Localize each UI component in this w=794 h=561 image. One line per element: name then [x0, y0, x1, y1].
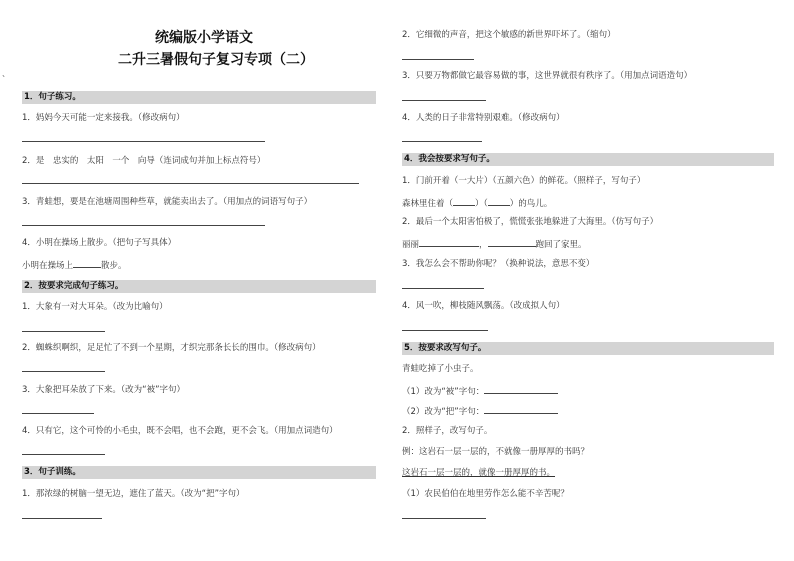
section-heading-5: 5．按要求改写句子。 [402, 342, 774, 355]
answer-blank[interactable] [22, 454, 105, 455]
question: 3．青蛙想，要是在池塘周围种些草，就能卖出去了。（用加点的词语写句子） [22, 197, 313, 207]
answer-blank[interactable] [22, 331, 105, 332]
fill-text: （1）改为“被”字句： [402, 387, 485, 397]
question: 3．只要万物都做它最容易做的事，这世界就很有秩序了。（用加点词语造句） [402, 71, 693, 81]
question: 1．大象有一对大耳朵。（改为比喻句） [22, 302, 168, 312]
fill-text: 森林里住着（ [402, 199, 454, 209]
question: 2．照样子，改写句子。 [402, 426, 493, 436]
section-heading-4: 4．我会按要求写句子。 [402, 153, 774, 166]
fill-text: ）（ [475, 199, 488, 209]
fill-text: ）的鸟儿。 [509, 199, 553, 209]
fill-in-line [22, 259, 127, 272]
example-sentence: 青蛙吃掉了小虫子。 [402, 364, 479, 374]
question: 3．大象把耳朵放了下来。（改为“被”字句） [22, 385, 185, 395]
question: 4．人类的日子非常特别艰难。（修改病句） [402, 113, 565, 123]
answer-blank[interactable] [22, 371, 105, 372]
question: 4．风一吹，柳枝随风飘荡。（改成拟人句） [402, 301, 565, 311]
fill-text: （2）改为“把”字句： [402, 407, 485, 417]
answer-blank[interactable] [402, 100, 486, 101]
answer-blank[interactable] [402, 59, 474, 60]
question: 3．我怎么会不帮助你呢？（换种说法，意思不变） [402, 259, 595, 269]
fill-in-line [402, 385, 558, 398]
answer-blank[interactable] [22, 225, 265, 226]
fill-text: 跑回了家里。 [535, 240, 587, 250]
section-heading-2: 2．按要求完成句子练习。 [22, 280, 376, 293]
question: （1）农民伯伯在地里劳作怎么能不辛苦呢？ [402, 489, 569, 499]
inline-blank[interactable] [488, 238, 536, 247]
inline-blank[interactable] [453, 197, 475, 206]
answer-blank[interactable] [402, 288, 484, 289]
fill-in-line [402, 238, 587, 251]
answer-blank[interactable] [22, 141, 265, 142]
fill-text: ， [479, 240, 488, 250]
left-column [22, 0, 397, 561]
answer-blank[interactable] [22, 183, 359, 184]
answer-blank[interactable] [402, 141, 482, 142]
question: 4．只有它，这个可怜的小毛虫，既不会唱，也不会跑，更不会飞。（用加点词造句） [22, 426, 338, 436]
question: 1．妈妈今天可能一定来接我。（修改病句） [22, 113, 185, 123]
section-heading-3: 3．句子训练。 [22, 466, 376, 479]
section-heading-1: 1．句子练习。 [22, 91, 376, 104]
fill-in-line [402, 197, 552, 210]
question: 2．它细微的声音，把这个敏感的新世界吓坏了。（缩句） [402, 30, 616, 40]
inline-blank[interactable] [484, 385, 558, 394]
fill-text: 散步。 [101, 261, 127, 271]
stray-mark: 、 [2, 69, 10, 78]
fill-text: 小明在操场上 [22, 261, 74, 271]
example-sentence: 例：这岩石一层一层的，不就像一册厚厚的书吗？ [402, 447, 590, 457]
inline-blank[interactable] [419, 238, 479, 247]
answer-blank[interactable] [402, 518, 486, 519]
document-title: 统编版小学语文 [155, 30, 253, 46]
answer-blank[interactable] [22, 518, 102, 519]
question: 2．蜘蛛织啊织，足足忙了不到一个星期，才织完那条长长的围巾。（修改病句） [22, 343, 321, 353]
example-answer: 这岩石一层一层的，就像一册厚厚的书。 [402, 468, 556, 478]
inline-blank[interactable] [73, 259, 101, 268]
question: 1．那浓绿的树脑一望无边，遮住了蓝天。（改为“把”字句） [22, 489, 245, 499]
document-subtitle: 二升三暑假句子复习专项（二） [118, 52, 314, 68]
inline-blank[interactable] [488, 197, 510, 206]
answer-blank[interactable] [22, 413, 94, 414]
question: 1．门前开着（一大片）（五颜六色）的鲜花。（照样子，写句子） [402, 176, 646, 186]
question: 2．是 忠实的 太阳 一个 向导（连词成句并加上标点符号） [22, 156, 266, 166]
question: 2．最后一个太阳害怕极了，慌慌张张地躲进了大海里。（仿写句子） [402, 217, 659, 227]
question: 4．小明在操场上散步。（把句子写具体） [22, 238, 177, 248]
fill-text: 丽丽 [402, 240, 420, 250]
answer-blank[interactable] [402, 330, 488, 331]
fill-in-line [402, 405, 558, 418]
inline-blank[interactable] [484, 405, 558, 414]
right-column [402, 0, 777, 561]
